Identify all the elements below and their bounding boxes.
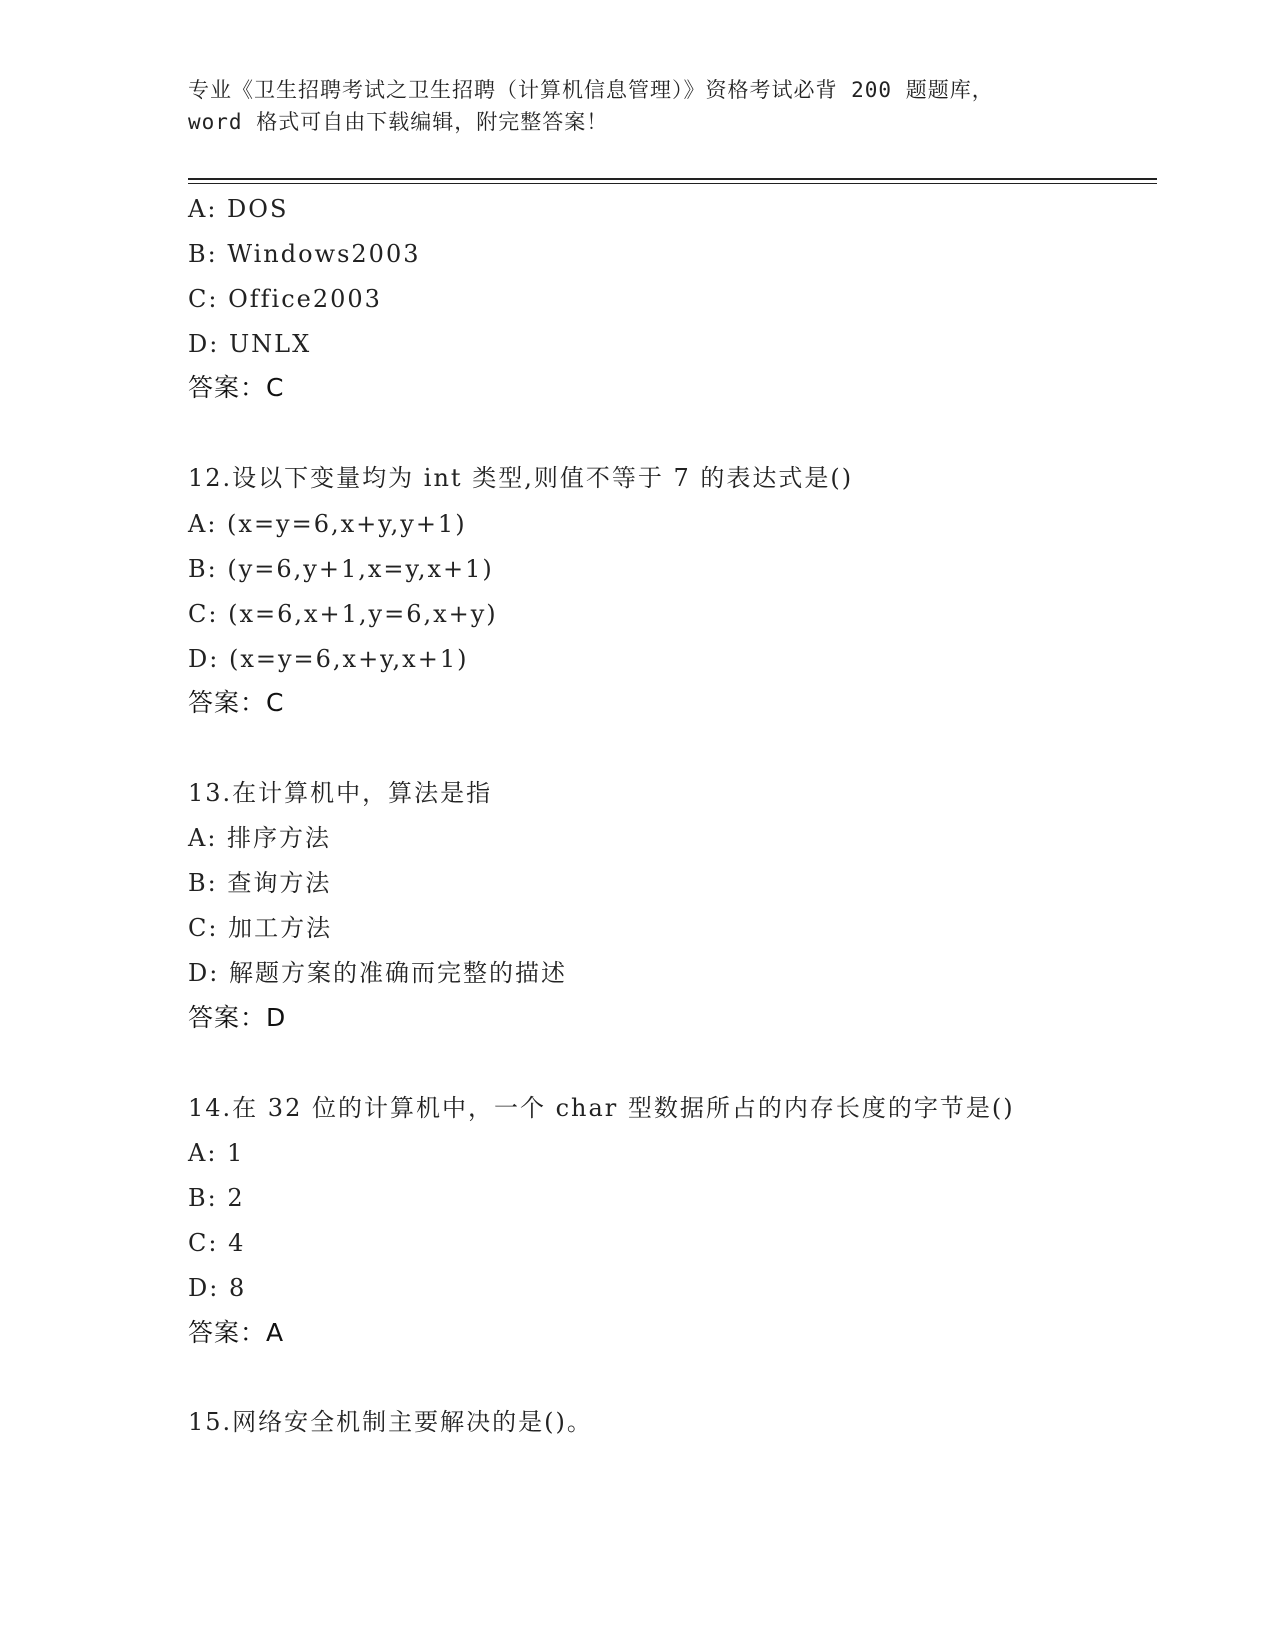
q12-answer: 答案：C: [188, 688, 285, 717]
q11-option-b: B: Windows2003: [188, 240, 421, 268]
q14-question: 14.在 32 位的计算机中，一个 char 型数据所占的内存长度的字节是(): [188, 1094, 1015, 1122]
q13-option-d: D: 解题方案的准确而完整的描述: [188, 959, 567, 987]
q12-option-c: C: (x=6,x+1,y=6,x+y): [188, 600, 498, 628]
header-divider-thick: [188, 178, 1157, 180]
q14-option-a: A: 1: [188, 1139, 245, 1167]
q14-option-d: D: 8: [188, 1274, 247, 1302]
q13-question: 13.在计算机中，算法是指: [188, 779, 493, 807]
q12-option-b: B: (y=6,y+1,x=y,x+1): [188, 555, 494, 583]
q15-question: 15.网络安全机制主要解决的是()。: [188, 1408, 593, 1436]
q11-option-c: C: Office2003: [188, 285, 382, 313]
q12-question: 12.设以下变量均为 int 类型,则值不等于 7 的表达式是(): [188, 464, 854, 492]
q13-option-a: A: 排序方法: [188, 824, 332, 852]
header-divider-thin: [188, 183, 1157, 184]
q14-option-c: C: 4: [188, 1229, 246, 1257]
q11-option-d: D: UNLX: [188, 330, 312, 358]
q13-option-c: C: 加工方法: [188, 914, 333, 942]
q13-answer: 答案：D: [188, 1003, 287, 1032]
q12-option-d: D: (x=y=6,x+y,x+1): [188, 645, 469, 673]
document-header: [188, 74, 1088, 138]
q14-answer: 答案：A: [188, 1318, 285, 1347]
q11-answer: 答案：C: [188, 373, 285, 402]
q13-option-b: B: 查询方法: [188, 869, 332, 897]
header-line-2: word 格式可自由下载编辑，附完整答案！: [188, 110, 609, 134]
q14-option-b: B: 2: [188, 1184, 245, 1212]
header-line-1: 专业《卫生招聘考试之卫生招聘（计算机信息管理）》资格考试必背 200 题题库，: [188, 78, 994, 102]
q12-option-a: A: (x=y=6,x+y,y+1): [188, 510, 467, 538]
q11-option-a: A: DOS: [188, 195, 289, 223]
